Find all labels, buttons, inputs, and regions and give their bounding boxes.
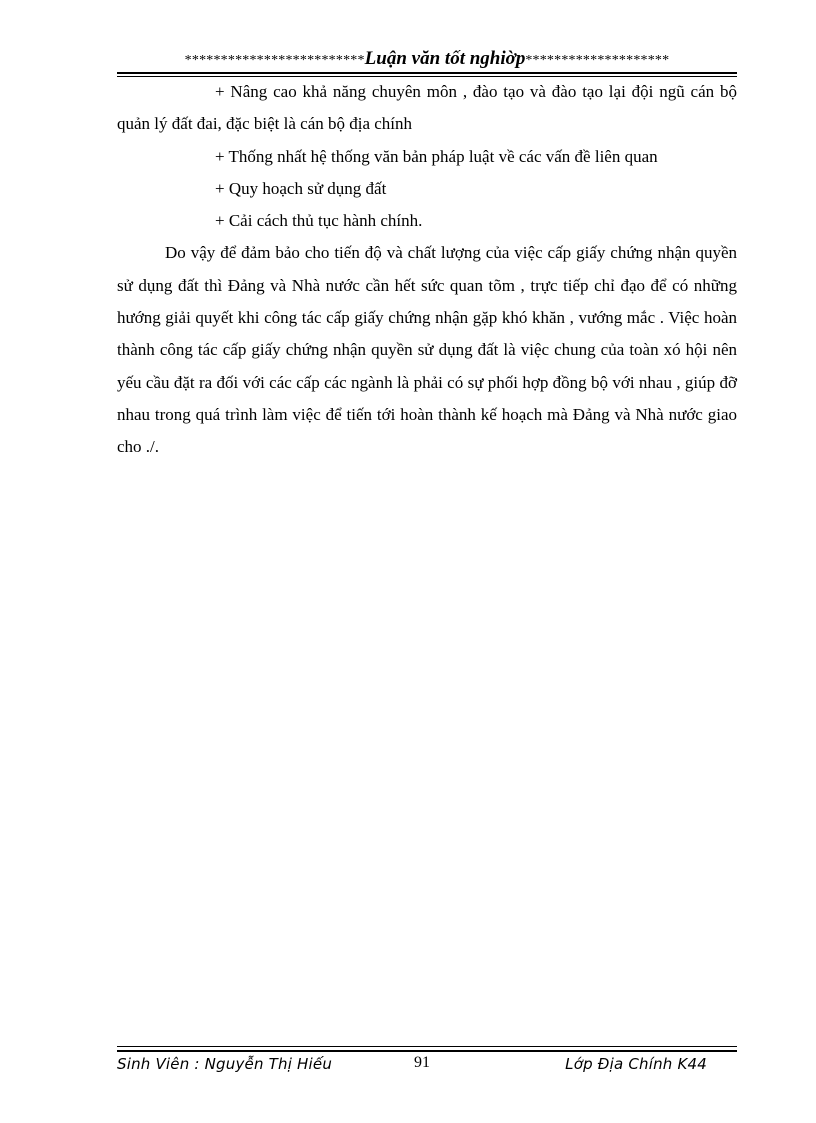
footer-class-name: Lớp Địa Chính K44 (565, 1055, 707, 1073)
footer-page-number: 91 (414, 1054, 430, 1071)
header-stars-right: ******************** (525, 53, 670, 68)
bullet-item-legal-system: + Thống nhất hệ thống văn bản pháp luật về các vấn đề liên quan (215, 146, 658, 166)
conclusion-paragraph: Do vậy để đảm bảo cho tiến độ và chất lượng của việc cấp giấy chứng nhận quyền sử dụng đất thì Đảng và Nhà nước cần hết sức quan tõm , trực tiếp chỉ đạo để có những hướng giải quyết khi công tác cấp giấy chứng nhận gặp khó khăn , vướng mắc . Việc hoàn thành công tác cấp giấy chứng nhận quyền sử dụng đất là việc chung của toàn xó hội nên yếu cầu đặt ra đối với các cấp các ngành là phải có sự phối hợp đồng bộ với nhau , giúp đỡ nhau trong quá trình làm việc để tiến tới hoàn thành kế hoạch mà Đảng và Nhà nước giao cho ./. (117, 243, 737, 457)
bullet-item-admin-reform: + Cải cách thủ tục hành chính. (215, 211, 423, 231)
body-content (117, 76, 737, 464)
page-header (117, 48, 737, 78)
footer-rule-thick (117, 1050, 737, 1052)
header-rule-thick (117, 72, 737, 74)
page-footer (117, 1046, 737, 1086)
bullet-item-training: + Nâng cao khả năng chuyên môn , đào tạo và đào tạo lại đội ngũ cán bộ quản lý đất đai, đặc biệt là cán bộ địa chính (117, 82, 737, 134)
footer-student-name: Sinh Viên : Nguyễn Thị Hiếu (117, 1055, 333, 1073)
footer-rule-thin (117, 1046, 737, 1047)
header-stars-left: ************************* (184, 53, 365, 68)
header-line (117, 48, 737, 72)
bullet-item-land-planning: + Quy hoạch sử dụng đất (215, 178, 387, 198)
header-title: Luận văn tốt nghiờp (364, 48, 526, 69)
